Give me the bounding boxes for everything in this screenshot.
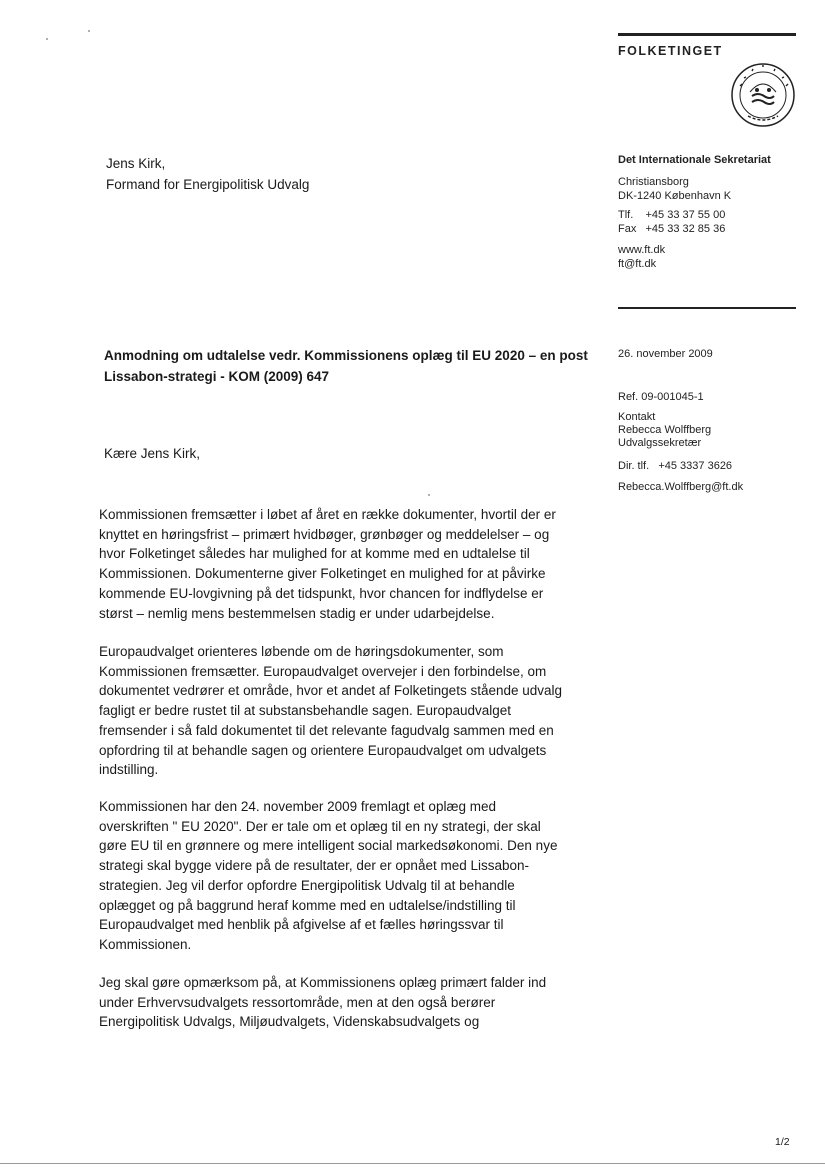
paragraph-line: Kommissionen. xyxy=(99,936,192,952)
contact-block xyxy=(618,411,711,450)
address-line-2: DK-1240 København K xyxy=(618,190,732,202)
letter-subject xyxy=(104,345,614,387)
paragraph-line: under Erhvervsudvalgets ressortområde, men at den også berører xyxy=(99,994,496,1010)
header-rule xyxy=(618,33,796,36)
paragraph-line: kommende EU-lovgivning på det tidspunkt, hvor chancen for indflydelse er xyxy=(99,585,544,601)
scan-speck xyxy=(88,30,90,32)
phone-line: Tlf. +45 33 37 55 00 xyxy=(618,209,726,221)
contact-name: Rebecca Wolffberg xyxy=(618,424,712,436)
paragraph-line: Kommissionen fremsætter i løbet af året en række dokumenter, hvortil der er xyxy=(99,507,556,522)
body-paragraph-3 xyxy=(99,797,589,955)
direct-phone: Dir. tlf. +45 3337 3626 xyxy=(618,460,733,472)
subject-line-1: Anmodning om udtalelse vedr. Kommissionens oplæg til EU 2020 – en post xyxy=(104,348,588,363)
phone-block xyxy=(618,208,725,236)
recipient-title: Formand for Energipolitisk Udvalg xyxy=(106,177,310,192)
org-name: FOLKETINGET xyxy=(618,44,723,58)
fax-line: Fax +45 33 32 85 36 xyxy=(618,223,726,235)
paragraph-line: Europaudvalget med henblik på afgivelse af et fælles høringssvar til xyxy=(99,917,504,933)
paragraph-line: størst – nemlig mens bestemmelsen stadig er under udarbejdelse. xyxy=(99,605,495,621)
sidebar-rule xyxy=(618,307,796,309)
paragraph-line: fremsender i så fald dokumentet til det relevante fagudvalg sammen med en xyxy=(99,722,554,738)
paragraph-line: Europaudvalget orienteres løbende om de høringsdokumenter, som xyxy=(99,644,504,659)
paragraph-line: overskriften " EU 2020". Der er tale om et oplæg til en ny strategi, der skal xyxy=(99,818,541,834)
paragraph-line: strategi skal bygge videre på de resultater, der er opnået med Lissabon- xyxy=(99,858,530,874)
subject-line-2: Lissabon-strategi - KOM (2009) 647 xyxy=(104,369,330,384)
recipient-name: Jens Kirk, xyxy=(106,156,166,171)
paragraph-line: Kommissionen. Dokumenterne giver Folketinget en mulighed for at påvirke xyxy=(99,566,546,582)
contact-role: Udvalgssekretær xyxy=(618,437,702,449)
body-paragraph-2 xyxy=(99,642,589,780)
email-link[interactable]: ft@ft.dk xyxy=(618,258,657,270)
paragraph-line: indstilling. xyxy=(99,762,159,778)
address-line-1: Christiansborg xyxy=(618,176,689,188)
web-link[interactable]: www.ft.dk xyxy=(618,244,666,256)
letter-date: 26. november 2009 xyxy=(618,348,713,360)
paragraph-line: knyttet en høringsfrist – primært hvidbøger, grønbøger og meddelelser – og xyxy=(99,526,550,542)
salutation: Kære Jens Kirk, xyxy=(104,446,201,461)
recipient-block xyxy=(106,153,309,195)
paragraph-line: strategien. Jeg vil derfor opfordre Energipolitisk Udvalg til at behandle xyxy=(99,877,515,893)
paragraph-line: Kommissionen har den 24. november 2009 fremlagt et oplæg med xyxy=(99,799,496,814)
paragraph-line: gøre EU til en grønnere og mere intelligent social markedsøkonomi. Den nye xyxy=(99,838,558,854)
paragraph-line: Kommissionen fremsætter. Europaudvalget overvejer i den forbindelse, om xyxy=(99,663,547,679)
folketinget-seal-icon xyxy=(728,62,798,128)
contact-email[interactable]: Rebecca.Wolffberg@ft.dk xyxy=(618,481,744,493)
paragraph-line: hvor Folketinget således har mulighed for at komme med en udtalelse til xyxy=(99,546,530,562)
scan-speck xyxy=(46,38,48,40)
paragraph-line: dokumentet vedrører et område, hvor et andet af Folketingets stående udvalg xyxy=(99,683,563,699)
web-block xyxy=(618,243,665,271)
body-paragraph-4 xyxy=(99,973,589,1032)
scan-edge-line xyxy=(0,1163,825,1164)
address-block xyxy=(618,175,731,203)
reference-number: Ref. 09-001045-1 xyxy=(618,391,704,403)
paragraph-line: fagligt er bedre rustet til at substansbehandle sagen. Europaudvalget xyxy=(99,703,512,719)
paragraph-line: Jeg skal gøre opmærksom på, at Kommissionens oplæg primært falder ind xyxy=(99,975,547,990)
paragraph-line: Energipolitisk Udvalgs, Miljøudvalgets, Videnskabsudvalgets og xyxy=(99,1014,480,1030)
scan-speck xyxy=(428,494,430,496)
paragraph-line: opfordring til at behandle sagen og orientere Europaudvalget om udvalgets xyxy=(99,742,547,758)
page-number: 1/2 xyxy=(775,1136,790,1148)
department-name: Det Internationale Sekretariat xyxy=(618,154,771,166)
body-paragraph-1 xyxy=(99,505,589,623)
contact-label: Kontakt xyxy=(618,411,656,423)
paragraph-line: oplægget og på baggrund heraf komme med en udtalelse/indstilling til xyxy=(99,897,516,913)
